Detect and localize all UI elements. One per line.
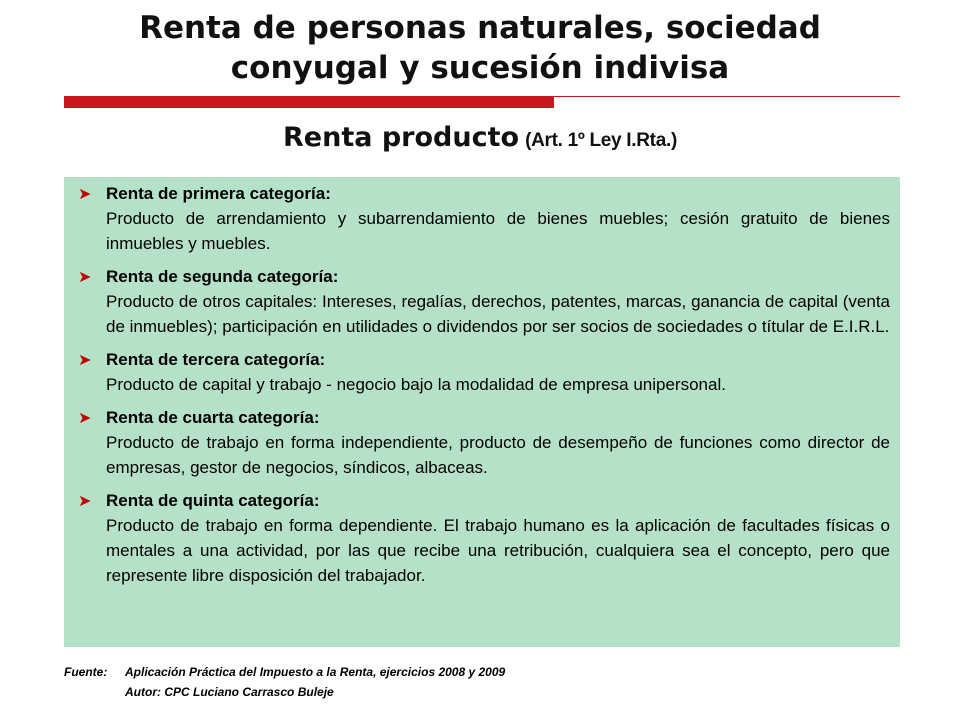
category-heading: Renta de segunda categoría:	[106, 267, 339, 286]
list-item	[78, 405, 890, 480]
source-label: Fuente:	[64, 665, 108, 679]
category-description: Producto de trabajo en forma independiente, producto de desempeño de funciones como director de empresas, gestor de negocios, síndicos, albaceas.	[106, 433, 890, 477]
author-text: Autor: CPC Luciano Carrasco Buleje	[125, 685, 334, 699]
slide-title	[40, 8, 920, 88]
category-heading: Renta de quinta categoría:	[106, 491, 320, 510]
category-description: Producto de capital y trabajo - negocio bajo la modalidad de empresa unipersonal.	[106, 375, 726, 394]
list-item-content	[106, 405, 890, 480]
accent-rule	[554, 96, 900, 97]
accent-bar	[64, 96, 554, 108]
author-spacer	[64, 682, 125, 702]
arrowhead-right-icon: ➤	[78, 350, 92, 369]
list-item-content	[106, 264, 890, 339]
category-description: Producto de arrendamiento y subarrendamiento de bienes muebles; cesión gratuito de bienes inmuebles y muebles.	[106, 209, 890, 253]
list-item-content	[106, 488, 890, 588]
category-description: Producto de trabajo en forma dependiente. El trabajo humano es la aplicación de facultades físicas o mentales a una actividad, por las que recibe una retribución, cualquiera sea el concepto, pero que represente libre disposición del trabajador.	[106, 516, 890, 585]
category-heading: Renta de cuarta categoría:	[106, 408, 320, 427]
subtitle-reference: (Art. 1º Ley I.Rta.)	[525, 130, 677, 151]
list-item	[78, 264, 890, 339]
arrowhead-right-icon: ➤	[78, 408, 92, 427]
arrowhead-right-icon: ➤	[78, 491, 92, 510]
arrowhead-right-icon: ➤	[78, 267, 92, 286]
author-row	[64, 682, 505, 702]
slide-title-line-1: Renta de personas naturales, sociedad	[139, 10, 821, 46]
category-heading: Renta de primera categoría:	[106, 184, 331, 203]
list-item	[78, 181, 890, 256]
list-item	[78, 488, 890, 588]
categories-box	[64, 177, 900, 647]
source-row	[64, 662, 505, 682]
list-item-content	[106, 181, 890, 256]
source-text: Aplicación Práctica del Impuesto a la Renta, ejercicios 2008 y 2009	[125, 665, 506, 679]
list-item	[78, 347, 890, 397]
arrowhead-right-icon: ➤	[78, 184, 92, 203]
category-description: Producto de otros capitales: Intereses, regalías, derechos, patentes, marcas, ganancia de capital (venta de inmuebles); participación en utilidades o dividendos por ser socios de sociedades o títular de E.I.R.L.	[106, 292, 890, 336]
slide-title-line-2: conyugal y sucesión indivisa	[230, 50, 730, 86]
slide-subtitle	[60, 122, 900, 153]
list-item-content	[106, 347, 890, 397]
subtitle-main: Renta producto	[283, 122, 520, 153]
category-heading: Renta de tercera categoría:	[106, 350, 326, 369]
source-footer	[64, 662, 505, 702]
